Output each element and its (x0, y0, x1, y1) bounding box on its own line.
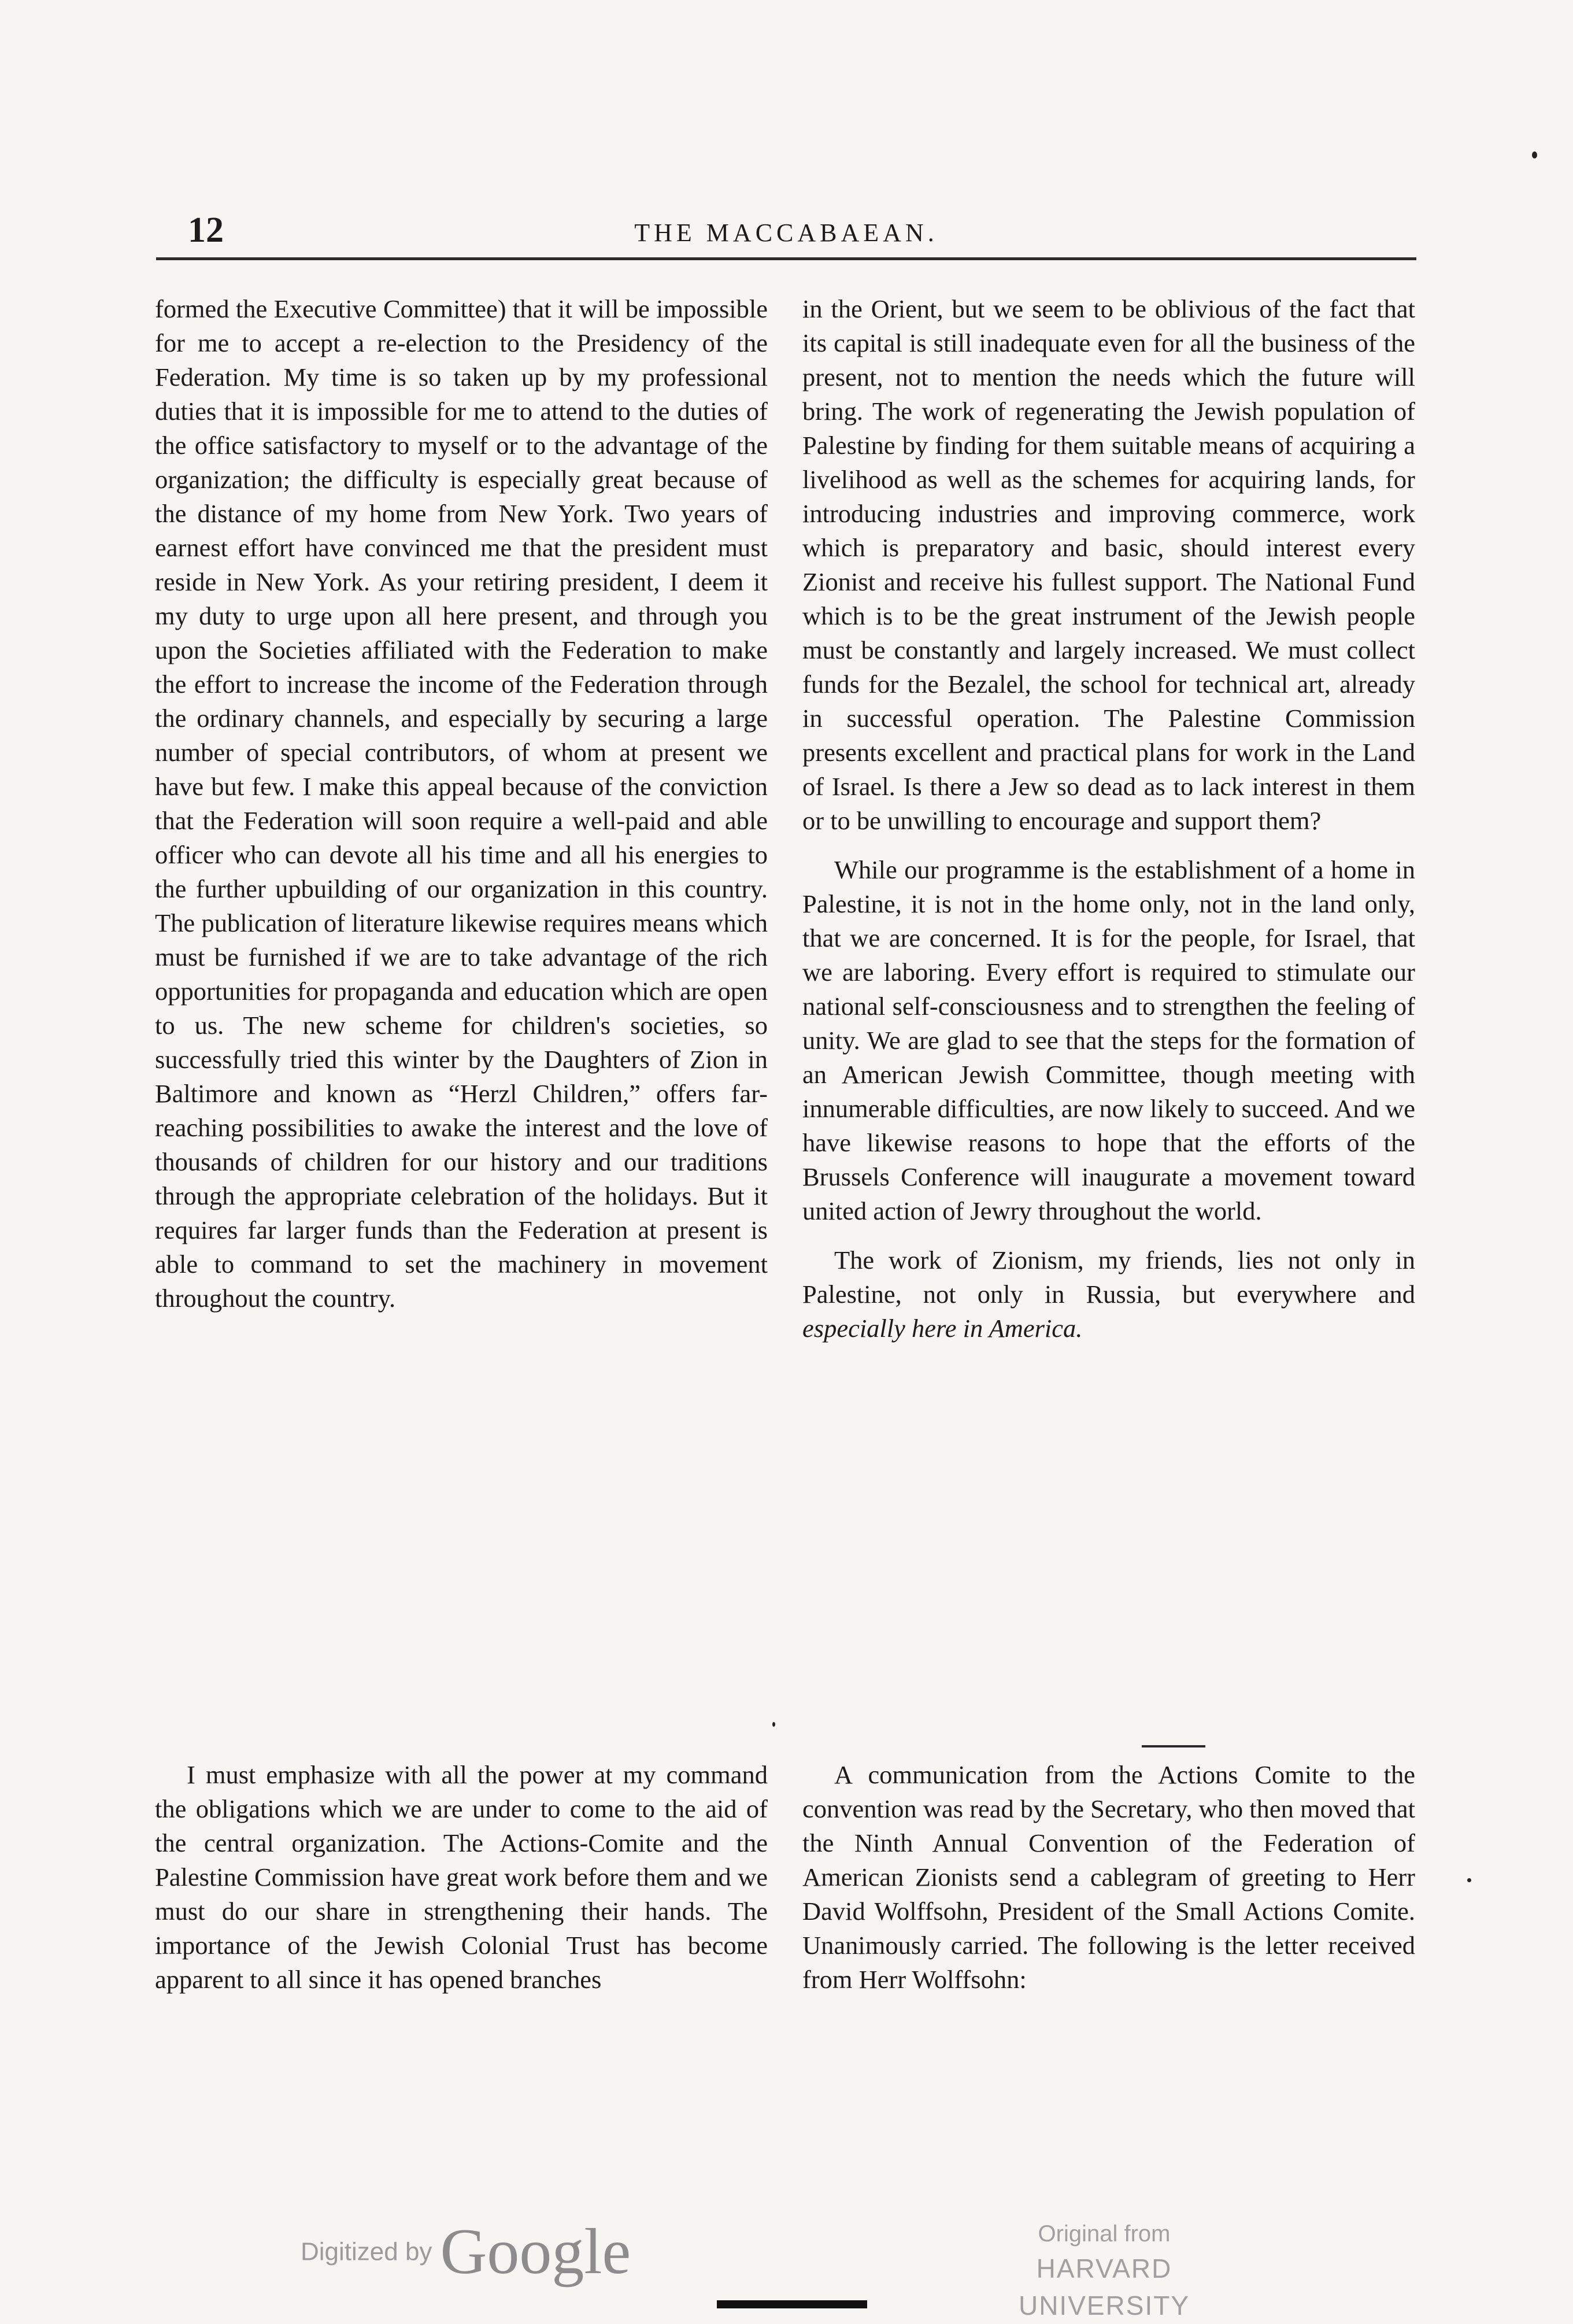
page-number: 12 (188, 210, 224, 250)
scan-speck (1532, 152, 1537, 158)
scan-speck (772, 1722, 775, 1727)
paragraph: in the Orient, but we seem to be oblivious of the fact that its capital is still inadequate even for all the business of the present, not to mention the needs which the future will bring. The work of regenerating the Jewish population of Palestine by finding for them suitable means of acquiring a livelihood as well as the schemes for acquiring lands, for introducing industries and improving commerce, work which is preparatory and basic, should interest every Zionist and receive his fullest support. The National Fund which is to be the great instrument of the Jewish people must be constantly and largely increased. We must collect funds for the Bezalel, the school for technical art, already in successful operation. The Palestine Commission presents excellent and practical plans for work in the Land of Israel. Is there a Jew so dead as to lack interest in them or to be unwilling to encourage and support them? (802, 294, 1415, 835)
running-head: THE MACCABAEAN. (634, 219, 938, 247)
source-attribution (960, 2218, 1249, 2324)
paragraph: formed the Executive Committee) that it will be impossible for me to accept a re-election to the Presidency of the Federation. My time is so taken up by my professional duties that it is impossible for me to attend to the duties of the office satisfactory to myself or to the advantage of the organization; the difficulty is especially great because of the distance of my home from New York. Two years of earnest effort have convinced me that the president must reside in New York. As your retiring president, I deem it my duty to urge upon all here present, and through you upon the Societies affiliated with the Federation to make the effort to increase the income of the Federation through the ordinary channels, and especially by securing a large number of special contributors, of whom at present we have but few. I make this appeal because of the conviction that the Federation will soon require a well-paid and able officer who can devote all his time and all his energies to the further upbuilding of our organization in this country. The publication of literature likewise requires means which must be furnished if we are to take advantage of the rich opportunities for propaganda and education which are open to us. The new scheme for children's societies, so successfully tried this winter by the Daughters of Zion in Baltimore and known as “Herzl Children,” offers far-reaching possibilities to awake the interest and the love of thousands of children for our history and our traditions through the appropriate celebration of the holidays. But it requires far larger funds than the Federation at present is able to command to set the machinery in movement throughout the country. (155, 294, 768, 1313)
left-column-bottom (155, 1758, 768, 1997)
institution-name: HARVARD UNIVERSITY (1018, 2253, 1190, 2321)
page-header (156, 205, 1416, 257)
header-rule (156, 257, 1416, 260)
paragraph: While our programme is the establishment of a home in Palestine, it is not in the home only, not in the land only, that we are concerned. It is for the people, for Israel, that we are laboring. Every effort is required to stimulate our national self-consciousness and to strengthen the feeling of unity. We are glad to see that the steps for the formation of an American Jewish Committee, though meeting with innumerable difficulties, are now likely to succeed. And we have likewise reasons to hope that the efforts of the Brussels Conference will inaugurate a movement toward united action of Jewry throughout the world. (802, 855, 1415, 1225)
right-column-top (802, 292, 1415, 1346)
emphasized-text: especially here in America. (802, 1314, 1083, 1343)
left-column-top (155, 292, 768, 1316)
original-from-label: Original from (1038, 2221, 1171, 2247)
scan-speck (1467, 1878, 1471, 1882)
digitized-by-watermark (301, 2215, 631, 2289)
google-logo: Google (440, 2216, 631, 2288)
closing-text: The work of Zionism, my friends, lies not only in Palestine, not only in Russia, but everywhere and (802, 1246, 1415, 1309)
digitized-by-label: Digitized by (301, 2237, 432, 2266)
closing-paragraph (802, 1243, 1415, 1346)
right-column-bottom (802, 1758, 1415, 1997)
paragraph: I must emphasize with all the power at my command the obligations which we are under to come to the aid of the central organization. The Actions-Comite and the Palestine Commission have great work before them and we must do our share in strengthening their hands. The importance of the Jewish Colonial Trust has become apparent to all since it has opened branches (155, 1760, 768, 1994)
paragraph: A communication from the Actions Comite to the convention was read by the Secretary, who then moved that the Ninth Annual Convention of the Federation of American Zionists send a cablegram of greeting to Herr David Wolffsohn, President of the Small Actions Comite. Unanimously carried. The following is the letter received from Herr Wolffsohn: (802, 1760, 1415, 1994)
scan-artifact (717, 2300, 867, 2308)
section-divider (1142, 1745, 1205, 1747)
